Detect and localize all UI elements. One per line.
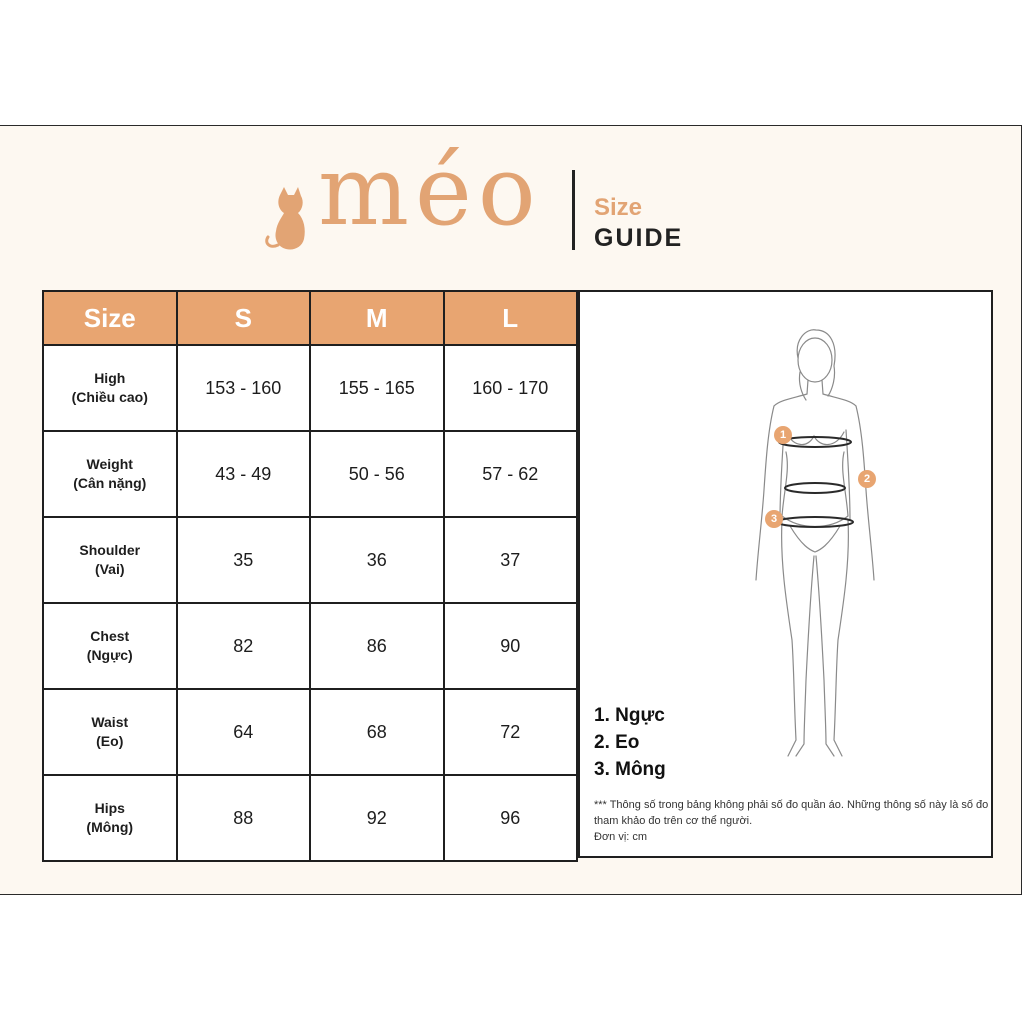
cat-logo-icon (260, 185, 316, 255)
header-m: M (310, 291, 444, 345)
table-row (43, 517, 577, 603)
row-label-high: High (Chiều cao) (43, 345, 177, 431)
marker-chest: 1 (774, 426, 792, 444)
table-cell: 50 - 56 (310, 431, 444, 517)
marker-waist: 2 (858, 470, 876, 488)
table-cell: 68 (310, 689, 444, 775)
row-label-chest: Chest (Ngực) (43, 603, 177, 689)
table-cell: 36 (310, 517, 444, 603)
table-cell: 155 - 165 (310, 345, 444, 431)
brand-wordmark: méo (318, 135, 542, 247)
measurement-legend (594, 702, 666, 783)
table-row (43, 775, 577, 861)
table-cell: 92 (310, 775, 444, 861)
table-cell: 153 - 160 (177, 345, 311, 431)
table-row (43, 603, 577, 689)
note-text: *** Thông số trong bảng không phải số đo quần áo. Những thông số này là số đo tham khảo đo trên cơ thể người. (594, 799, 989, 827)
size-table (42, 290, 578, 862)
table-row (43, 345, 577, 431)
unit-text: Đơn vị: cm (594, 831, 648, 843)
table-cell: 43 - 49 (177, 431, 311, 517)
legend-item-hips: 3. Mông (594, 759, 666, 780)
table-cell: 37 (444, 517, 578, 603)
legend-item-chest: 1. Ngực (594, 705, 665, 726)
table-cell: 57 - 62 (444, 431, 578, 517)
table-cell: 88 (177, 775, 311, 861)
guide-title: GUIDE (594, 224, 684, 252)
table-cell: 160 - 170 (444, 345, 578, 431)
table-cell: 35 (177, 517, 311, 603)
table-header-row (43, 291, 577, 345)
row-label-weight: Weight (Cân nặng) (43, 431, 177, 517)
body-figure-illustration (750, 320, 880, 770)
measurement-note (594, 797, 989, 845)
brand-divider (572, 170, 575, 250)
marker-hips: 3 (765, 510, 783, 528)
row-label-hips: Hips (Mông) (43, 775, 177, 861)
table-row (43, 431, 577, 517)
table-cell: 64 (177, 689, 311, 775)
size-title: Size (594, 194, 643, 221)
header-l: L (444, 291, 578, 345)
table-cell: 72 (444, 689, 578, 775)
table-cell: 86 (310, 603, 444, 689)
figure-panel (578, 290, 993, 858)
legend-item-waist: 2. Eo (594, 732, 640, 753)
table-cell: 82 (177, 603, 311, 689)
row-label-shoulder: Shoulder (Vai) (43, 517, 177, 603)
header-size: Size (43, 291, 177, 345)
table-cell: 90 (444, 603, 578, 689)
table-cell: 96 (444, 775, 578, 861)
row-label-waist: Waist (Eo) (43, 689, 177, 775)
header-s: S (177, 291, 311, 345)
table-row (43, 689, 577, 775)
